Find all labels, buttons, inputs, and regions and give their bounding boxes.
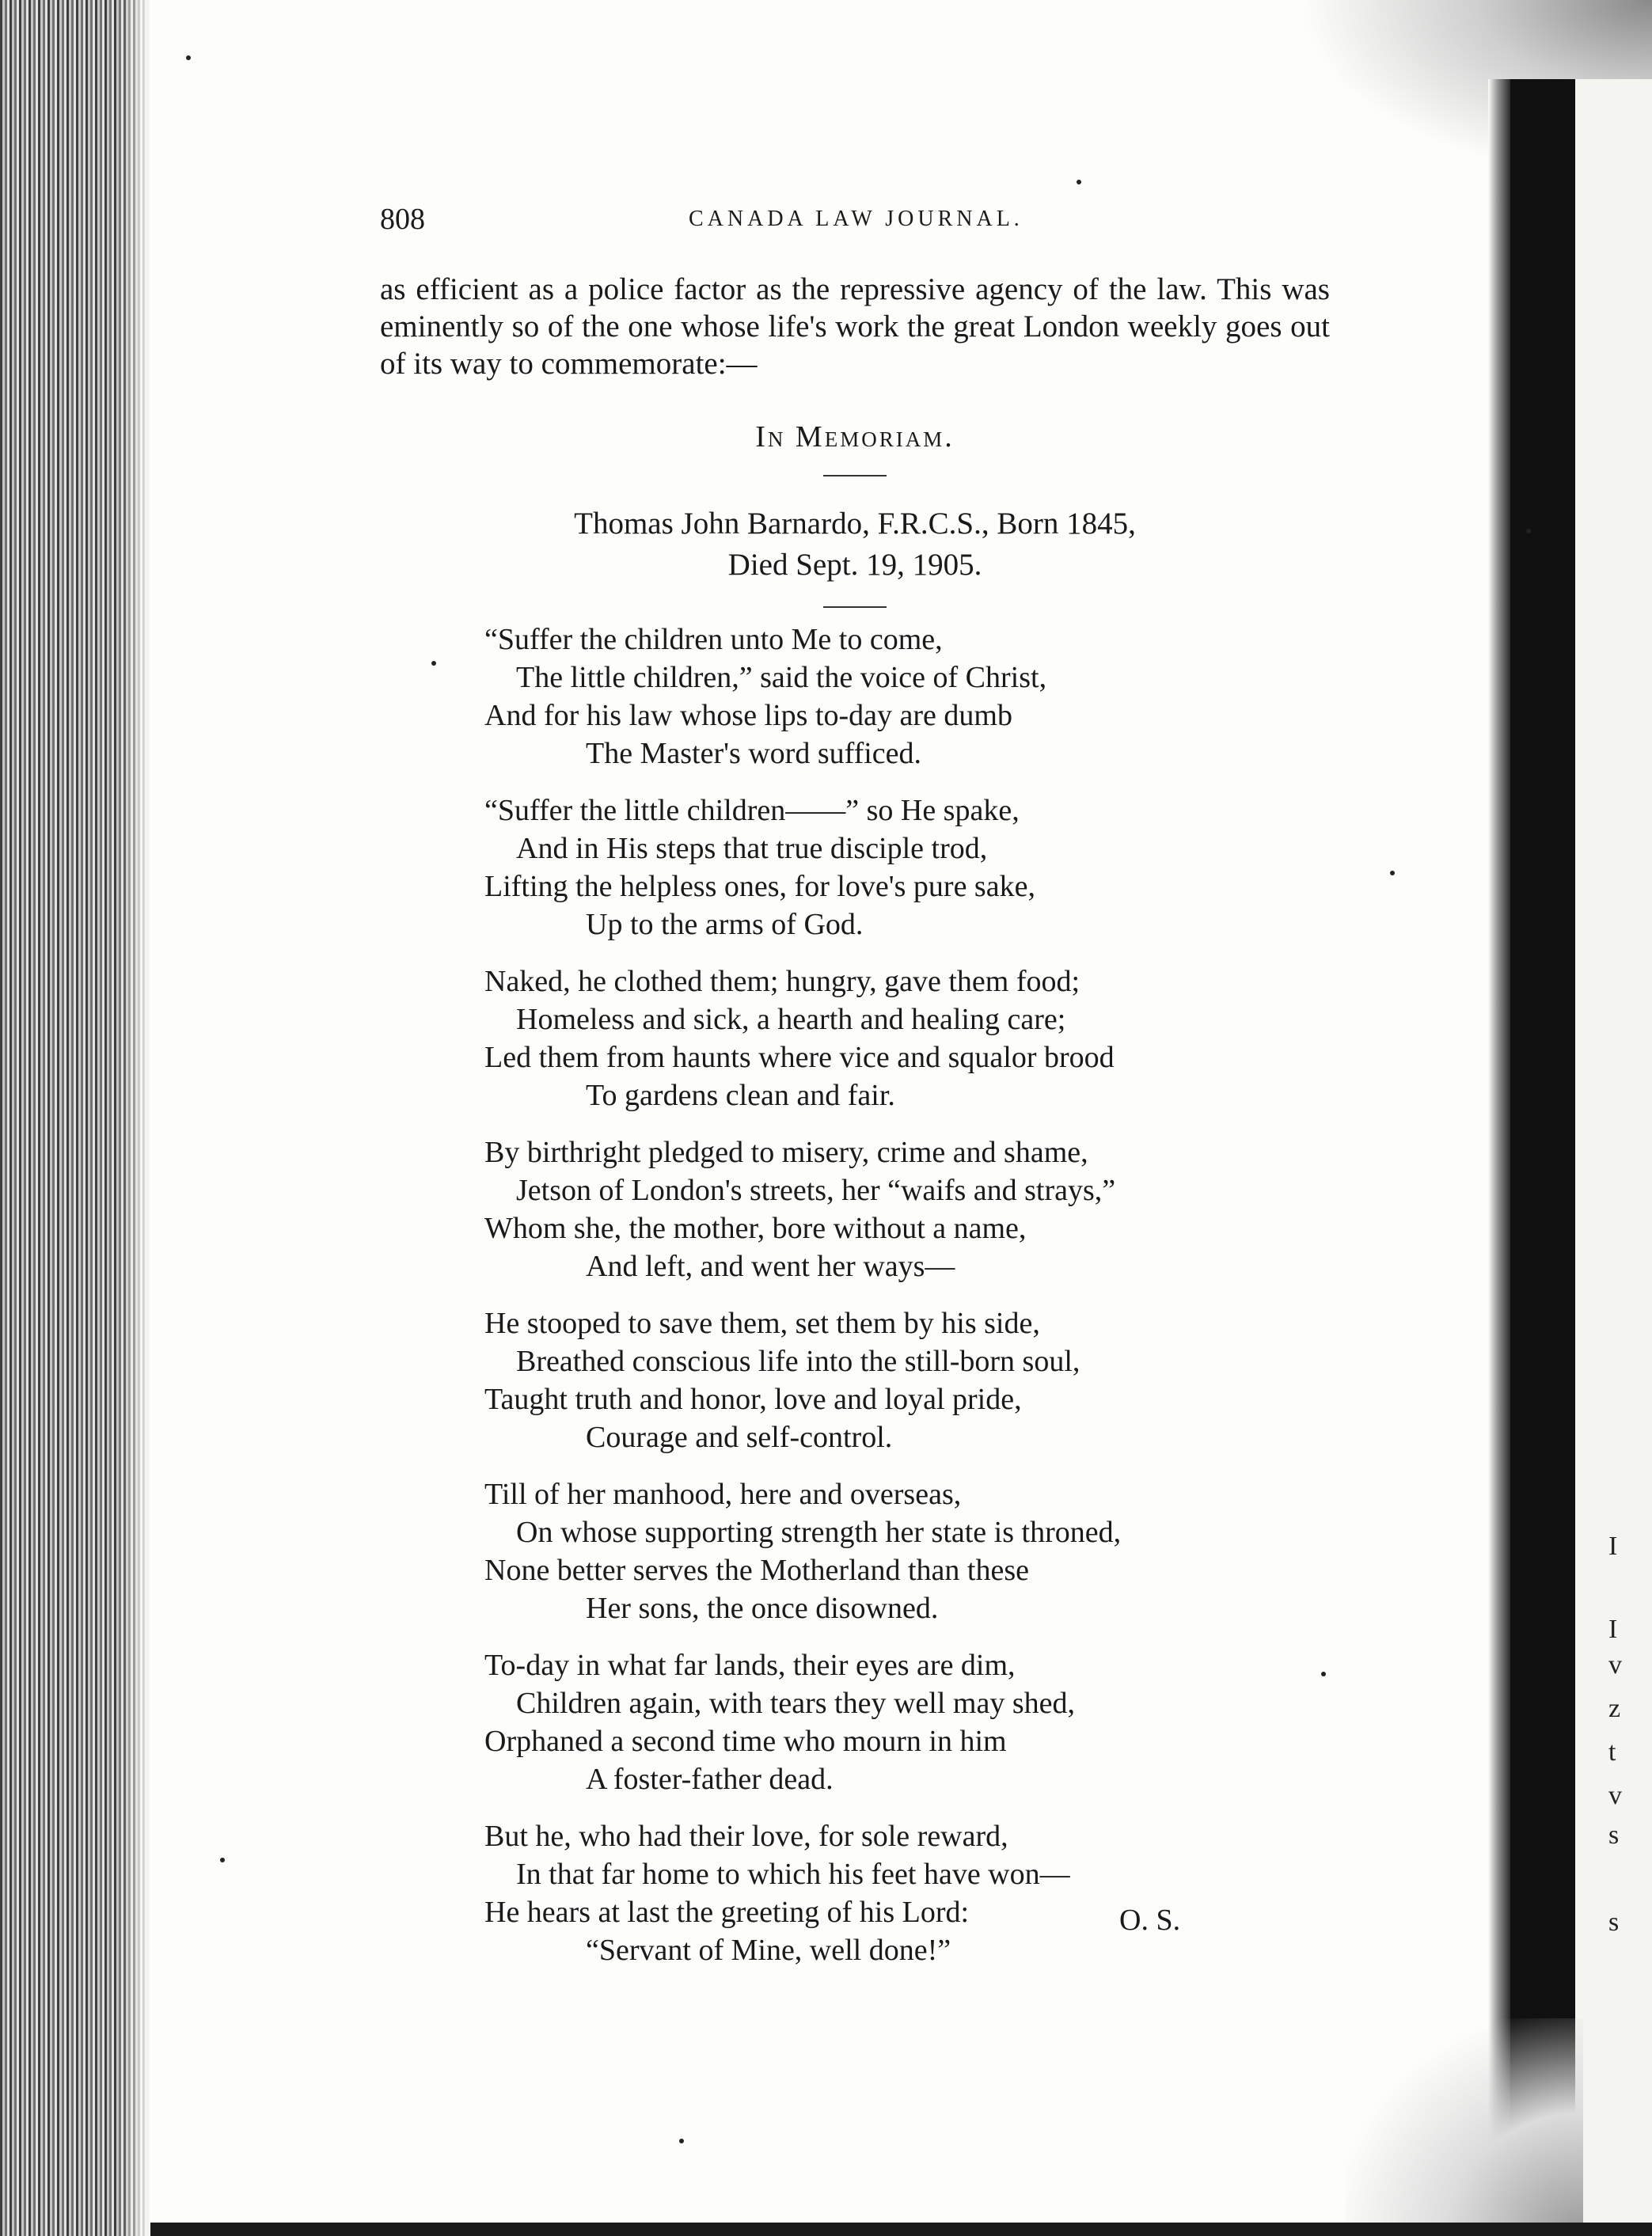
poem-line: The Master's word sufficed. [586, 737, 922, 770]
scan-shadow-bottom [1346, 2018, 1583, 2236]
poem-line: Whom she, the mother, bore without a name, [484, 1212, 1027, 1245]
running-head: CANADA LAW JOURNAL. [689, 207, 1023, 231]
body-paragraph: as efficient as a police factor as the repressive agency of the law. This was eminently so of the one whose life's work the great London weekly goes out of its way to commemorate:— [380, 272, 1330, 381]
poem-line: But he, who had their love, for sole reward, [484, 1820, 1008, 1853]
poem-line: On whose supporting strength her state is throned, [516, 1516, 1122, 1549]
poem-line: He hears at last the greeting of his Lord: [484, 1896, 970, 1929]
binding-gutter-shadow [0, 0, 150, 2236]
page-number: 808 [380, 203, 425, 236]
section-title [380, 419, 1330, 454]
poem-line: Led them from haunts where vice and squalor brood [484, 1041, 1115, 1074]
poem-stanza [484, 1817, 1355, 1969]
scan-bottom-border [150, 2223, 1652, 2236]
scan-speck [186, 55, 191, 60]
poem-stanza [484, 1133, 1355, 1285]
facing-page-char: I [1608, 1532, 1618, 1561]
poem-line: A foster-father dead. [586, 1763, 834, 1796]
poem-line: Taught truth and honor, love and loyal pride, [484, 1383, 1022, 1416]
poem-line: The little children,” said the voice of Christ, [516, 661, 1047, 694]
facing-page-char: s [1608, 1908, 1620, 1937]
facing-page-char: I [1608, 1615, 1618, 1644]
scan-speck [220, 1858, 225, 1862]
poem-line: Courage and self-control. [586, 1421, 893, 1454]
poem-line: Homeless and sick, a hearth and healing care; [516, 1003, 1066, 1036]
dedication [380, 503, 1330, 586]
poem-line: “Suffer the children unto Me to come, [484, 623, 943, 656]
poem-line: Children again, with tears they well may shed, [516, 1687, 1075, 1720]
scan-speck [679, 2139, 684, 2143]
author-signature: O. S. [1119, 1904, 1181, 1937]
facing-page-char: z [1608, 1694, 1621, 1723]
poem-line: None better serves the Motherland than these [484, 1554, 1029, 1587]
poem-line: In that far home to which his feet have won— [516, 1858, 1070, 1891]
poem-line: “Servant of Mine, well done!” [586, 1934, 951, 1967]
poem-line: He stooped to save them, set them by his side, [484, 1307, 1040, 1340]
dedication-line: Died Sept. 19, 1905. [727, 548, 982, 582]
scan-speck [1390, 871, 1395, 875]
poem-line: By birthright pledged to misery, crime and shame, [484, 1136, 1088, 1169]
poem-line: To-day in what far lands, their eyes are dim, [484, 1649, 1016, 1682]
poem-line: Jetson of London's streets, her “waifs and strays,” [516, 1174, 1116, 1207]
dedication-rule [823, 606, 887, 608]
poem-stanza [484, 621, 1355, 773]
poem-stanza [484, 1646, 1355, 1798]
poem-line: “Suffer the little children——” so He spake, [484, 794, 1020, 827]
poem-line: To gardens clean and fair. [586, 1079, 895, 1112]
poem-line: Her sons, the once disowned. [586, 1592, 939, 1625]
poem-line: And for his law whose lips to-day are dumb [484, 699, 1012, 732]
scan-speck [1077, 180, 1081, 184]
facing-page-char: t [1608, 1737, 1616, 1767]
facing-page-char: v [1608, 1650, 1622, 1680]
poem-line: Lifting the helpless ones, for love's pure sake, [484, 870, 1035, 903]
section-title-second: Memoriam. [795, 420, 955, 454]
dedication-line: Thomas John Barnardo, F.R.C.S., Born 1845, [574, 507, 1136, 541]
poem-line: And in His steps that true disciple trod, [516, 832, 988, 865]
poem-line: Up to the arms of God. [586, 908, 864, 941]
facing-page-char: v [1608, 1781, 1622, 1810]
poem-line: Till of her manhood, here and overseas, [484, 1478, 962, 1511]
poem-stanza [484, 1475, 1355, 1627]
poem-stanza [484, 962, 1355, 1114]
section-title-first: In [755, 420, 786, 454]
scan-speck [431, 661, 436, 666]
page-header [380, 202, 1330, 249]
poem-line: And left, and went her ways— [586, 1250, 955, 1283]
poem-stanza [484, 792, 1355, 943]
poem-line: Orphaned a second time who mourn in him [484, 1725, 1007, 1758]
facing-page-char: s [1608, 1820, 1620, 1850]
poem-line: Breathed conscious life into the still-born soul, [516, 1345, 1080, 1378]
poem-line: Naked, he clothed them; hungry, gave them food; [484, 965, 1080, 998]
facing-page-edge [1488, 79, 1652, 2236]
title-rule [823, 475, 887, 476]
poem-stanza [484, 1304, 1355, 1456]
poem [484, 621, 1355, 1988]
scan-speck [1526, 529, 1531, 533]
